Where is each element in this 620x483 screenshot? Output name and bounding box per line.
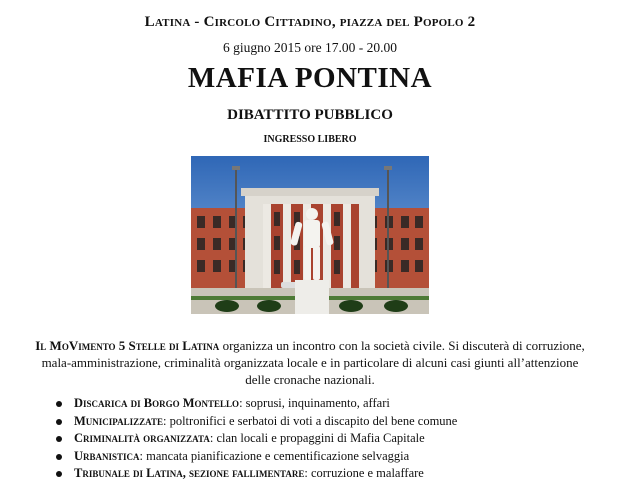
bullet-icon bbox=[56, 471, 62, 477]
bullet-icon bbox=[56, 401, 62, 407]
list-item bbox=[56, 430, 616, 448]
entry-note: INGRESSO LIBERO bbox=[263, 134, 357, 145]
list-item bbox=[56, 448, 616, 466]
topic-text: : poltronifici e serbatoi di voti a discapito del bene comune bbox=[162, 413, 458, 428]
courthouse-photo bbox=[191, 156, 429, 314]
event-date: 6 giugno 2015 ore 17.00 - 20.00 bbox=[223, 40, 397, 55]
topic-label: Discarica di Borgo Montello bbox=[74, 396, 240, 410]
topic-label: Municipalizzate bbox=[74, 413, 163, 428]
topic-text: : soprusi, inquinamento, affari bbox=[239, 396, 390, 410]
topic-label: Urbanistica bbox=[74, 448, 140, 463]
intro-text: organizza un incontro con la società civile. Si discuterà di corruzione, mala-amministrazione, criminalità organizzata locale e in particolare di alcuni casi giunti all’attenzione delle cronache nazionali. bbox=[41, 338, 585, 387]
topic-text: : corruzione e malaffare bbox=[304, 466, 424, 480]
list-item bbox=[56, 465, 616, 483]
bullet-icon bbox=[56, 454, 62, 460]
topic-list bbox=[56, 395, 616, 483]
header-location: Latina - Circolo Cittadino, piazza del Popolo 2 bbox=[144, 14, 476, 30]
page-title: MAFIA PONTINA bbox=[187, 62, 433, 94]
organizer-name: Il MoVimento 5 Stelle di Latina bbox=[35, 338, 220, 353]
topic-label: Tribunale di Latina, sezione fallimentare bbox=[74, 466, 305, 480]
topic-label: Criminalità organizzata bbox=[74, 431, 210, 445]
intro-paragraph bbox=[30, 337, 590, 388]
topic-text: : clan locali e propaggini di Mafia Capitale bbox=[209, 431, 425, 445]
list-item bbox=[56, 413, 616, 431]
bullet-icon bbox=[56, 419, 62, 425]
topic-text: : mancata pianificazione e cementificazione selvaggia bbox=[139, 448, 410, 463]
list-item bbox=[56, 395, 616, 413]
bullet-icon bbox=[56, 436, 62, 442]
event-subtitle: DIBATTITO PUBBLICO bbox=[227, 107, 393, 123]
